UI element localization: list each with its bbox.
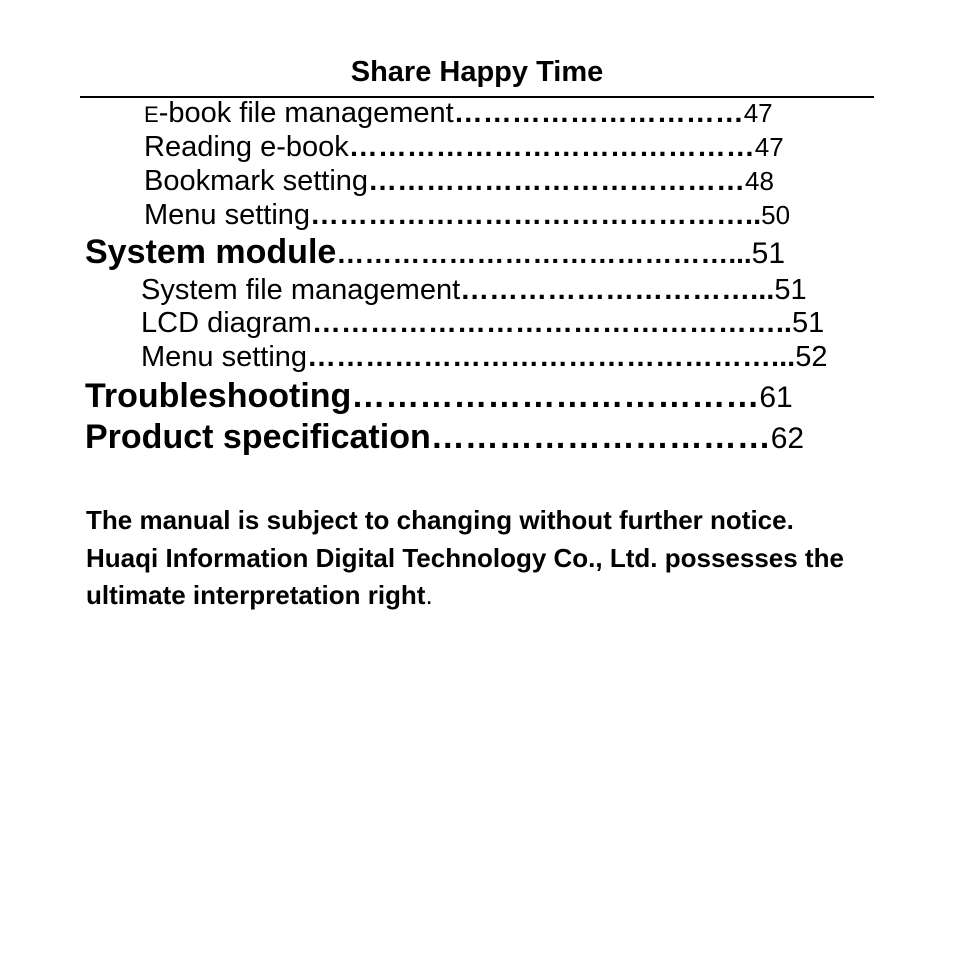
toc-page-number: 47: [754, 132, 784, 162]
toc-leader-dots: …………………………………: [368, 165, 746, 197]
toc-leader-dots: ………………………………: [351, 377, 760, 415]
toc-entry-lcd-diagram[interactable]: [141, 306, 824, 340]
toc-leader-dots: ………………………………………..: [310, 199, 762, 231]
toc-entry-label: Bookmark setting: [144, 165, 369, 197]
toc-page-number: 47: [743, 98, 773, 128]
toc-entry-label: System module: [85, 233, 337, 271]
toc-entry-product-specification[interactable]: [85, 417, 804, 459]
toc-leader-dots: …………………………...: [460, 274, 775, 306]
toc-page-number: 52: [795, 341, 828, 373]
toc-entry-label: System file management: [141, 274, 461, 306]
header-title: Share Happy Time: [350, 56, 604, 88]
toc-leader-dots: ……………………………………: [348, 131, 755, 163]
toc-entry-ebook-file-management[interactable]: [144, 96, 773, 132]
toc-entry-label: Menu setting: [141, 341, 308, 373]
toc-entry-system-module[interactable]: [85, 232, 785, 274]
toc-entry-reading-ebook[interactable]: [144, 130, 784, 164]
toc-leader-dots: ……………………………………...: [336, 238, 752, 269]
toc-entry-label: -book file management: [158, 97, 454, 129]
toc-leader-dots: …………………………………………..: [311, 307, 792, 339]
manual-notice: [86, 502, 846, 615]
toc-entry-menu-setting[interactable]: [144, 198, 790, 232]
toc-page-number: 51: [774, 274, 807, 306]
toc-entry-label: Product specification: [85, 418, 431, 456]
toc-page-number: 51: [791, 307, 825, 339]
toc-entry-label: Reading e-book: [144, 131, 349, 163]
toc-page-number: 50: [761, 200, 791, 230]
toc-entry-menu-setting-2[interactable]: [141, 340, 827, 374]
toc-entry-label: Menu setting: [144, 199, 311, 231]
toc-entry-prefix: E: [144, 102, 159, 127]
toc-entry-troubleshooting[interactable]: [85, 376, 793, 418]
toc-leader-dots: …………………………………………...: [307, 341, 796, 373]
toc-page-number: 62: [770, 422, 805, 455]
toc-leader-dots: …………………………: [453, 97, 744, 129]
toc-entry-bookmark-setting[interactable]: [144, 164, 774, 198]
page-header: [80, 54, 874, 98]
toc-page-number: 61: [759, 381, 793, 414]
toc-entry-label: Troubleshooting: [85, 377, 352, 415]
notice-period: .: [425, 580, 433, 610]
toc-entry-system-file-management[interactable]: [141, 273, 807, 307]
toc-leader-dots: …………………………: [430, 418, 771, 456]
toc-page-number: 51: [751, 237, 786, 270]
toc-page-number: 48: [745, 166, 774, 196]
toc-entry-label: LCD diagram: [141, 307, 312, 339]
notice-text: The manual is subject to changing without further notice. Huaqi Information Digital Technology Co., Ltd. possesses the ultimate interpretation right: [86, 505, 844, 610]
